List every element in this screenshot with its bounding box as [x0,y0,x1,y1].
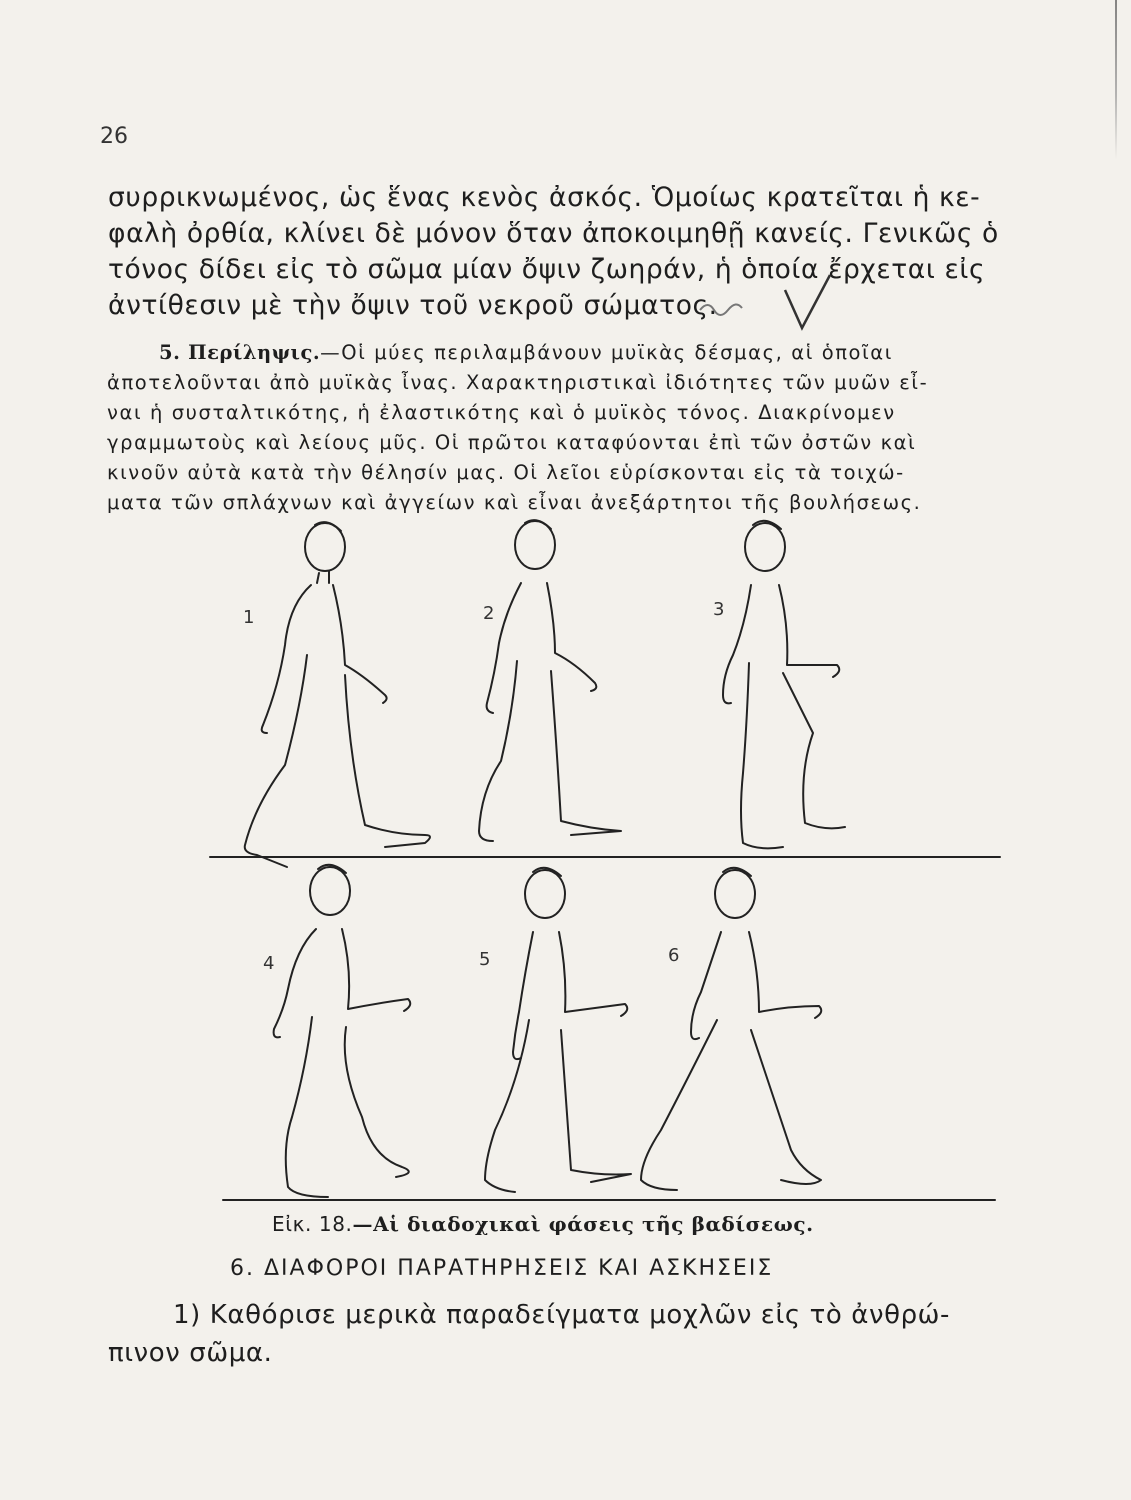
figure-label-5: 5 [479,949,491,970]
text-line: ματα τῶν σπλάχνων καὶ ἀγγείων καὶ εἶναι ἀνεξάρτητοι τῆς βουλήσεως. [107,491,922,514]
text-line: συρρικνωμένος, ὡς ἕνας κενὸς ἀσκός. Ὁμοίως κρατεῖται ἡ κε- [108,182,981,213]
figure-label-3: 3 [713,599,725,620]
section-number: 5. [159,341,181,364]
caption-text: —Αἱ διαδοχικαὶ φάσεις τῆς βαδίσεως. [352,1212,814,1236]
section-6-title: 6. ΔΙΑΦΟΡΟΙ ΠΑΡΑΤΗΡΗΣΕΙΣ ΚΑΙ ΑΣΚΗΣΕΙΣ [230,1256,774,1281]
text-line: ναι ἡ συσταλτικότης, ἡ ἐλαστικότης καὶ ὁ μυϊκὸς τόνος. Διακρίνομεν [107,401,896,424]
walking-phases-figure [205,505,1005,1215]
text-line: τόνος δίδει εἰς τὸ σῶμα μίαν ὄψιν ζωηράν, ἡ ὁποία ἔρχεται εἰς [108,254,986,285]
caption-prefix: Εἰκ. 18. [272,1212,353,1236]
walking-figure-3 [723,521,845,849]
figure-label-1: 1 [243,607,255,628]
walking-figure-6 [641,868,821,1190]
figure-caption [272,1212,814,1236]
walking-figure-5 [485,868,631,1192]
figure-label-2: 2 [483,603,495,624]
text-line: 1) Καθόρισε μερικὰ παραδείγματα μοχλῶν εἰς τὸ ἀνθρώ- [173,1300,951,1330]
handwritten-check-mark [690,270,840,346]
page-number: 26 [100,124,128,149]
page-edge [1115,0,1117,160]
text-line: ἀντίθεσιν μὲ τὴν ὄψιν τοῦ νεκροῦ σώματος. [108,290,718,321]
exercise-1 [108,1296,1028,1372]
walking-figure-1 [245,522,430,867]
walking-figures-illustration [205,505,1005,1215]
handwritten-scribble [690,270,840,340]
text-line: ἀποτελοῦνται ἀπὸ μυϊκὰς ἶνας. Χαρακτηριστικαὶ ἰδιότητες τῶν μυῶν εἶ- [107,371,929,394]
walking-figure-4 [274,865,411,1197]
section-heading: Περίληψις. [188,341,321,364]
text-line: φαλὴ ὀρθία, κλίνει δὲ μόνον ὅταν ἀποκοιμηθῇ κανείς. Γενικῶς ὁ [108,218,999,249]
figure-label-6: 6 [668,945,680,966]
walking-figure-2 [479,520,621,841]
text-fragment: —Οἱ μύες περιλαμβάνουν μυϊκὰς δέσμας, αἱ ὁποῖαι [320,341,893,364]
section-5-paragraph [107,338,997,518]
text-line: πινον σῶμα. [108,1338,273,1368]
text-line: γραμμωτοὺς καὶ λείους μῦς. Οἱ πρῶτοι καταφύονται ἐπὶ τῶν ὀστῶν καὶ [107,431,917,454]
paragraph-1 [108,180,999,324]
figure-label-4: 4 [263,953,275,974]
text-line [107,338,997,368]
text-line: κινοῦν αὐτὰ κατὰ τὴν θέλησίν μας. Οἱ λεῖοι εὑρίσκονται εἰς τὰ τοιχώ- [107,461,905,484]
